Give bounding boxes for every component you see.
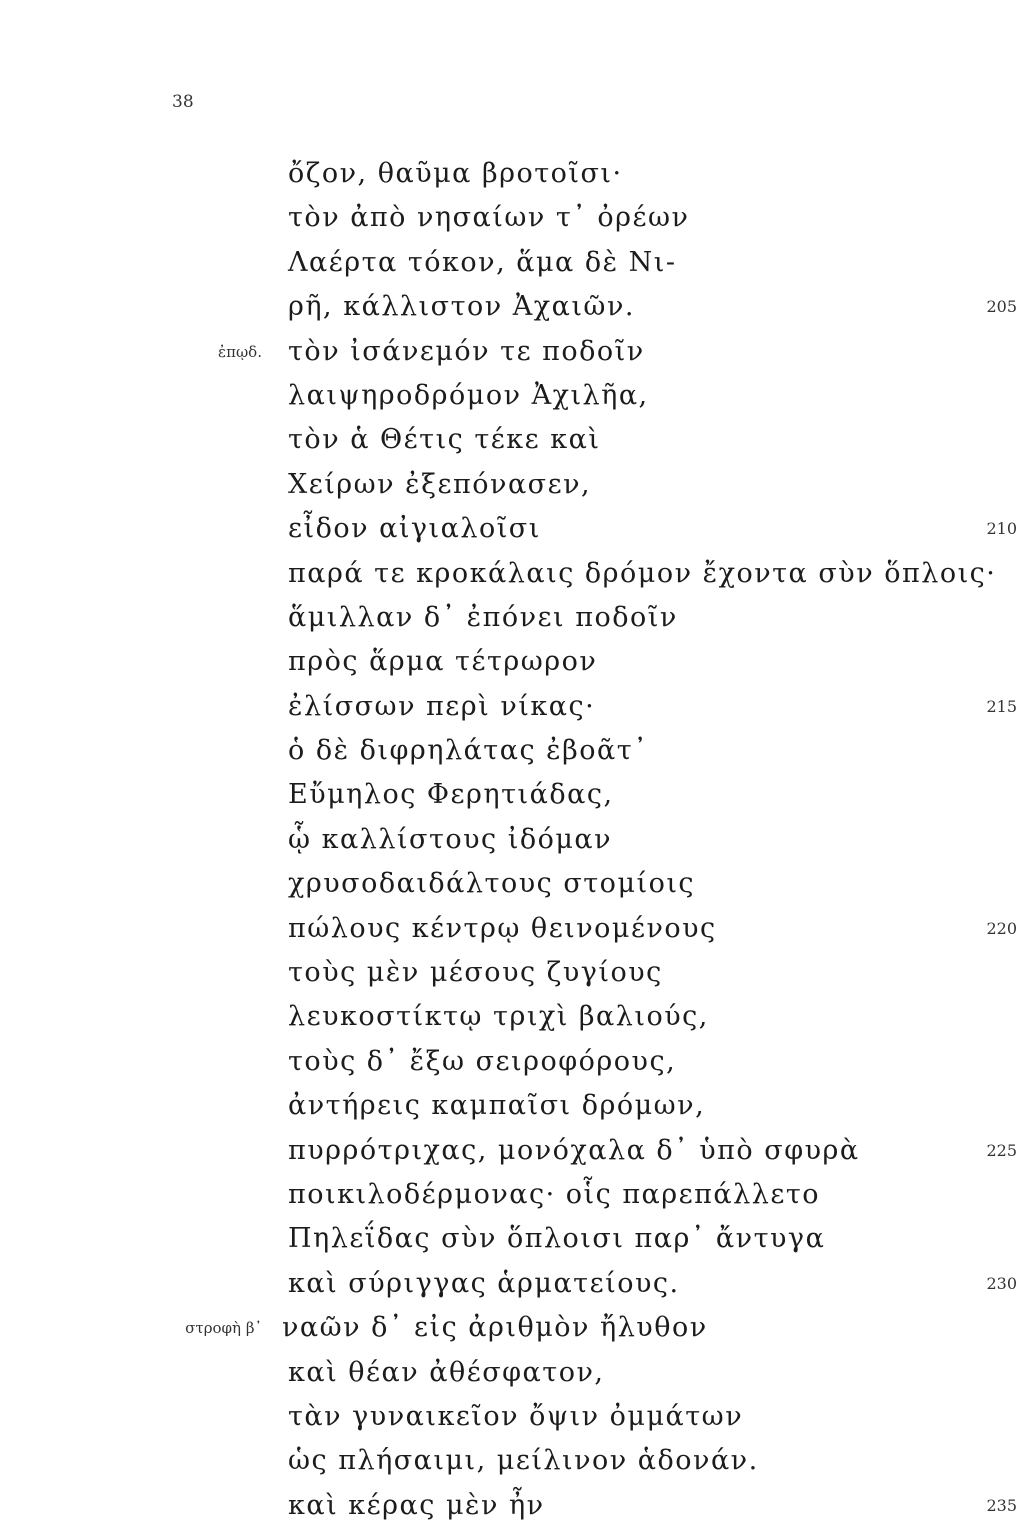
verse-text: πρὸς ἅρμα τέτρωρον (288, 646, 598, 678)
verse-line (0, 1262, 1035, 1306)
verse-text: ἀντήρεις καμπαῖσι δρόμων, (288, 1090, 706, 1122)
verse-text: ποικιλοδέρμονας· οἷς παρεπάλλετο (288, 1178, 821, 1210)
verse-text: λαιψηροδρόμον Ἀχιλῆα, (288, 379, 649, 411)
verse-line (0, 685, 1035, 729)
verse-text: ὁ δὲ διφρηλάτας ἐβοᾶτ᾽ (288, 735, 649, 767)
verse-text: τὸν ἁ Θέτις τέκε καὶ (288, 424, 601, 456)
verse-line (0, 862, 1035, 906)
verse-text: καὶ σύριγγας ἁρματείους. (288, 1267, 680, 1299)
verse-line (0, 152, 1035, 196)
verse-text: ἐλίσσων περὶ νίκας· (288, 690, 596, 722)
verse-text: Χείρων ἐξεπόνασεν, (288, 468, 592, 500)
verse-text: ναῶν δ᾽ εἰς ἀριθμὸν ἤλυθον (282, 1312, 708, 1344)
verse-text: εἶδον αἰγιαλοῖσι (288, 513, 541, 545)
verse-text: ὡς πλήσαιμι, μείλινον ἁδονάν. (288, 1445, 759, 1477)
verse-text: Λαέρτα τόκον, ἅμα δὲ Νι- (288, 246, 677, 278)
verse-text: τοὺς δ᾽ ἔξω σειροφόρους, (288, 1045, 677, 1077)
verse-text: Πηλεΐδας σὺν ὅπλοισι παρ᾽ ἄντυγα (288, 1223, 826, 1255)
verse-line (0, 1439, 1035, 1483)
line-number: 210 (986, 519, 1017, 539)
verse-line (0, 907, 1035, 951)
verse-line (0, 1173, 1035, 1217)
verse-line (0, 196, 1035, 240)
line-number: 205 (986, 297, 1017, 317)
verse-text: ἅμιλλαν δ᾽ ἐπόνει ποδοῖν (288, 601, 678, 633)
line-number: 220 (986, 918, 1017, 938)
verse-line (0, 241, 1035, 285)
verse-text: τοὺς μὲν μέσους ζυγίους (288, 957, 663, 989)
verse-line (0, 463, 1035, 507)
line-number: 215 (986, 696, 1017, 716)
verse-line (0, 729, 1035, 773)
verse-line (0, 1306, 1035, 1350)
verse-line (0, 1217, 1035, 1261)
verse-line (0, 285, 1035, 329)
verse-line (0, 552, 1035, 596)
verse-line (0, 1084, 1035, 1128)
section-label: ἐπῳδ. (218, 342, 262, 361)
verse-text: ὄζον, θαῦμα βροτοῖσι· (288, 158, 623, 189)
verse-line (0, 995, 1035, 1039)
verse-line (0, 507, 1035, 551)
verse-text: παρά τε κροκάλαις δρόμον ἔχοντα σὺν ὅπλοις· (288, 557, 997, 589)
verse-line (0, 818, 1035, 862)
verse-line (0, 1351, 1035, 1395)
verse-text: χρυσοδαιδάλτους στομίοις (288, 868, 696, 900)
verse-line (0, 773, 1035, 817)
verse-line (0, 418, 1035, 462)
verse-line (0, 1484, 1035, 1528)
verse-text: λευκοστίκτῳ τριχὶ βαλιούς, (288, 1001, 709, 1033)
verse-line (0, 596, 1035, 640)
verse-text: ᾧ καλλίστους ἰδόμαν (288, 823, 613, 855)
verse-line (0, 951, 1035, 995)
verse-line (0, 374, 1035, 418)
verse-text: ρῆ, κάλλιστον Ἀχαιῶν. (288, 291, 635, 323)
verse-text: τὸν ἀπὸ νησαίων τ᾽ ὀρέων (288, 202, 690, 234)
page-number: 38 (172, 92, 194, 112)
section-label: στροφὴ β᾽ (185, 1319, 262, 1338)
line-number: 230 (986, 1273, 1017, 1293)
verse-line (0, 1129, 1035, 1173)
line-number: 235 (986, 1495, 1017, 1515)
line-number: 225 (986, 1140, 1017, 1160)
verse-text: καὶ θέαν ἀθέσφατον, (288, 1356, 605, 1388)
verse-text: Εὔμηλος Φερητιάδας, (288, 779, 614, 811)
verse-text: πώλους κέντρῳ θεινομένους (288, 912, 717, 944)
verse-text: τὰν γυναικεῖον ὄψιν ὀμμάτων (288, 1400, 744, 1432)
verse-line (0, 330, 1035, 374)
verse-line (0, 1040, 1035, 1084)
verse-block (0, 152, 1035, 1528)
verse-line (0, 640, 1035, 684)
verse-text: πυρρότριχας, μονόχαλα δ᾽ ὑπὸ σφυρὰ (288, 1134, 860, 1166)
verse-line (0, 1395, 1035, 1439)
verse-text: καὶ κέρας μὲν ἦν (288, 1489, 545, 1521)
verse-text: τὸν ἰσάνεμόν τε ποδοῖν (288, 335, 645, 367)
